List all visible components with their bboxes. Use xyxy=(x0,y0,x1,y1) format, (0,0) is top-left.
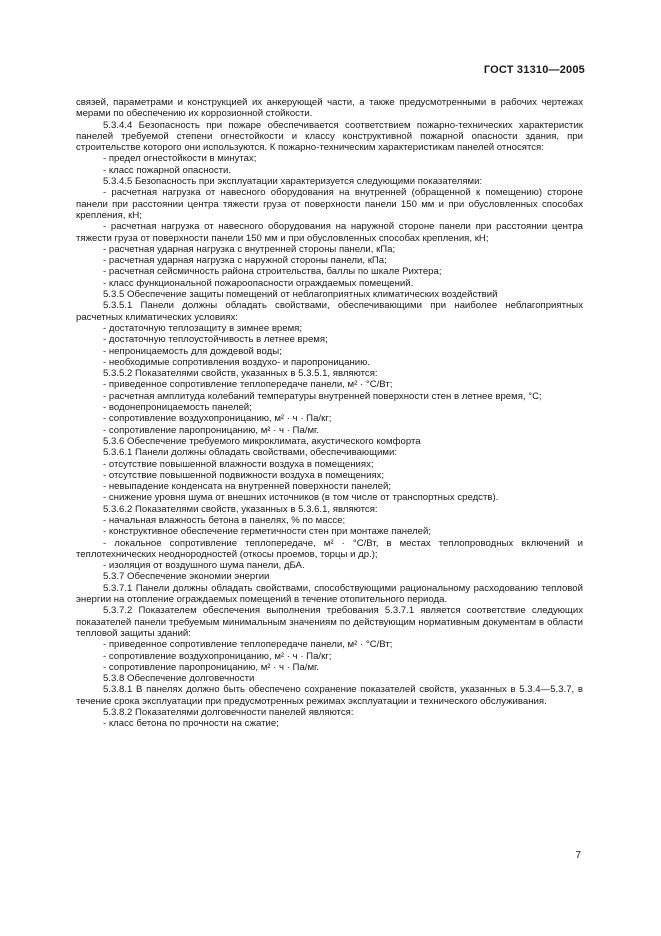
body-paragraph: 5.3.7.1 Панели должны обладать свойствами, способствующими рациональному расходованию тепловой энергии на отопление ограждаемых помещений в течение отопительного периода. xyxy=(76,582,583,606)
body-paragraph: 5.3.6.1 Панели должны обладать свойствами, обеспечивающими: xyxy=(103,447,397,459)
body-paragraph: - конструктивное обеспечение герметичности стен при монтаже панелей; xyxy=(103,526,432,538)
document-code-header: ГОСТ 31310—2005 xyxy=(483,64,585,76)
body-paragraph: - расчетная ударная нагрузка с внутренней стороны панели, кПа; xyxy=(103,243,396,255)
body-paragraph: 5.3.5 Обеспечение защиты помещений от неблагоприятных климатических воздействий xyxy=(103,289,498,301)
body-paragraph: - предел огнестойкости в минутах; xyxy=(103,153,257,165)
body-paragraph: 5.3.8.1 В панелях должно быть обеспечено сохранение показателей свойств, указанных в 5.3.4—5.3.7, в течение срока эксплуатации при предусмотренных режимах эксплуатации и технического обслуживания. xyxy=(76,684,583,707)
body-paragraph: - сопротивление воздухопроницанию, м² · ч · Па/кг; xyxy=(103,413,332,425)
document-body xyxy=(76,97,583,730)
body-paragraph: - достаточную теплозащиту в зимнее время; xyxy=(103,322,303,334)
body-paragraph: связей, параметрами и конструкцией их анкерующей части, а также предусмотренными в рабочих чертежах мерами по обеспечению их коррозионной стойкости. xyxy=(76,97,583,120)
body-paragraph: - сопротивление воздухопроницанию, м² · ч · Па/кг; xyxy=(103,650,332,662)
body-paragraph: 5.3.4.5 Безопасность при эксплуатации характеризуется следующими показателями: xyxy=(103,176,483,188)
body-paragraph: - отсутствие повышенной подвижности воздуха в помещениях; xyxy=(103,469,385,481)
body-paragraph: - класс пожарной опасности. xyxy=(103,164,232,176)
body-paragraph: - приведенное сопротивление теплопередаче панели, м² · °С/Вт; xyxy=(103,639,393,651)
body-paragraph: - снижение уровня шума от внешних источников (в том числе от транспортных средств). xyxy=(103,492,499,504)
body-paragraph: - водонепроницаемость панелей; xyxy=(103,402,252,414)
body-paragraph: 5.3.7 Обеспечение экономии энергии xyxy=(103,571,270,583)
body-paragraph: - невыпадение конденсата на внутренней поверхности панелей; xyxy=(103,481,392,493)
body-paragraph: - необходимые сопротивления воздухо- и паропроницанию. xyxy=(103,356,371,368)
body-paragraph: - класс бетона по прочности на сжатие; xyxy=(103,718,279,730)
body-paragraph: - начальная влажность бетона в панелях, % по массе; xyxy=(103,514,346,526)
body-paragraph: - сопротивление паропроницанию, м² · ч · Па/мг. xyxy=(103,661,320,673)
body-paragraph: 5.3.5.2 Показателями свойств, указанных в 5.3.5.1, являются: xyxy=(103,368,378,380)
body-paragraph: 5.3.4.4 Безопасность при пожаре обеспечивается соответствием пожарно-технических характеристик панелей требуемой степени огнестойкости и классу конструктивной пожарной опасности здания, при строительстве которого они используются. К пожарно-техническим характеристикам панелей относятся: xyxy=(76,119,583,154)
body-paragraph: - отсутствие повышенной влажности воздуха в помещениях; xyxy=(103,458,374,470)
body-paragraph: - сопротивление паропроницанию, м² · ч · Па/мг. xyxy=(103,424,320,436)
body-paragraph: - расчетная нагрузка от навесного оборудования на внутренней (обращенной к помещению) стороне панели при расстоянии центра тяжести груза от поверхности панели 150 мм и при обусловленных способах крепления, кН; xyxy=(76,187,583,221)
body-paragraph: - локальное сопротивление теплопередаче, м² · °С/Вт, в местах теплопроводных включений и теплотехнических неоднородностей (откосы проемов, торцы и др.); xyxy=(76,537,583,560)
body-paragraph: - расчетная нагрузка от навесного оборудования на наружной стороне панели при расстоянии центра тяжести груза от поверхности панели 150 мм и при обусловленных способах крепления, кН; xyxy=(76,221,583,244)
body-paragraph: - расчетная сейсмичность района строительства, баллы по шкале Рихтера; xyxy=(103,266,442,278)
body-paragraph: - непроницаемость для дождевой воды; xyxy=(103,345,282,357)
body-paragraph: 5.3.8 Обеспечение долговечности xyxy=(103,673,255,685)
body-paragraph: 5.3.5.1 Панели должны обладать свойствами, обеспечивающими при наиболее неблагоприятных расчетных климатических условиях: xyxy=(76,300,583,323)
body-paragraph: - класс функциональной пожароопасности ограждаемых помещений. xyxy=(103,277,414,289)
page-number: 7 xyxy=(575,850,581,861)
body-paragraph: 5.3.8.2 Показателями долговечности панелей являются: xyxy=(103,707,354,719)
body-paragraph: 5.3.6.2 Показателями свойств, указанных в 5.3.6.1, являются: xyxy=(103,503,378,515)
body-paragraph: - расчетная ударная нагрузка с наружной стороны панели, кПа; xyxy=(103,255,387,267)
body-paragraph: 5.3.6 Обеспечение требуемого микроклимата, акустического комфорта xyxy=(103,435,421,447)
body-paragraph: - расчетная амплитуда колебаний температуры внутренней поверхности стен в летнее время, °С; xyxy=(103,390,542,402)
body-paragraph: - изоляция от воздушного шума панели, дБА. xyxy=(103,560,305,572)
body-paragraph: 5.3.7.2 Показателем обеспечения выполнения требования 5.3.7.1 является соответствие следующих показателей панели требуемым минимальным значениям по действующим нормативным документам в области тепловой защиты зданий: xyxy=(76,605,583,639)
body-paragraph: - достаточную теплоустойчивость в летнее время; xyxy=(103,334,328,346)
body-paragraph: - приведенное сопротивление теплопередаче панели, м² · °С/Вт; xyxy=(103,379,393,391)
